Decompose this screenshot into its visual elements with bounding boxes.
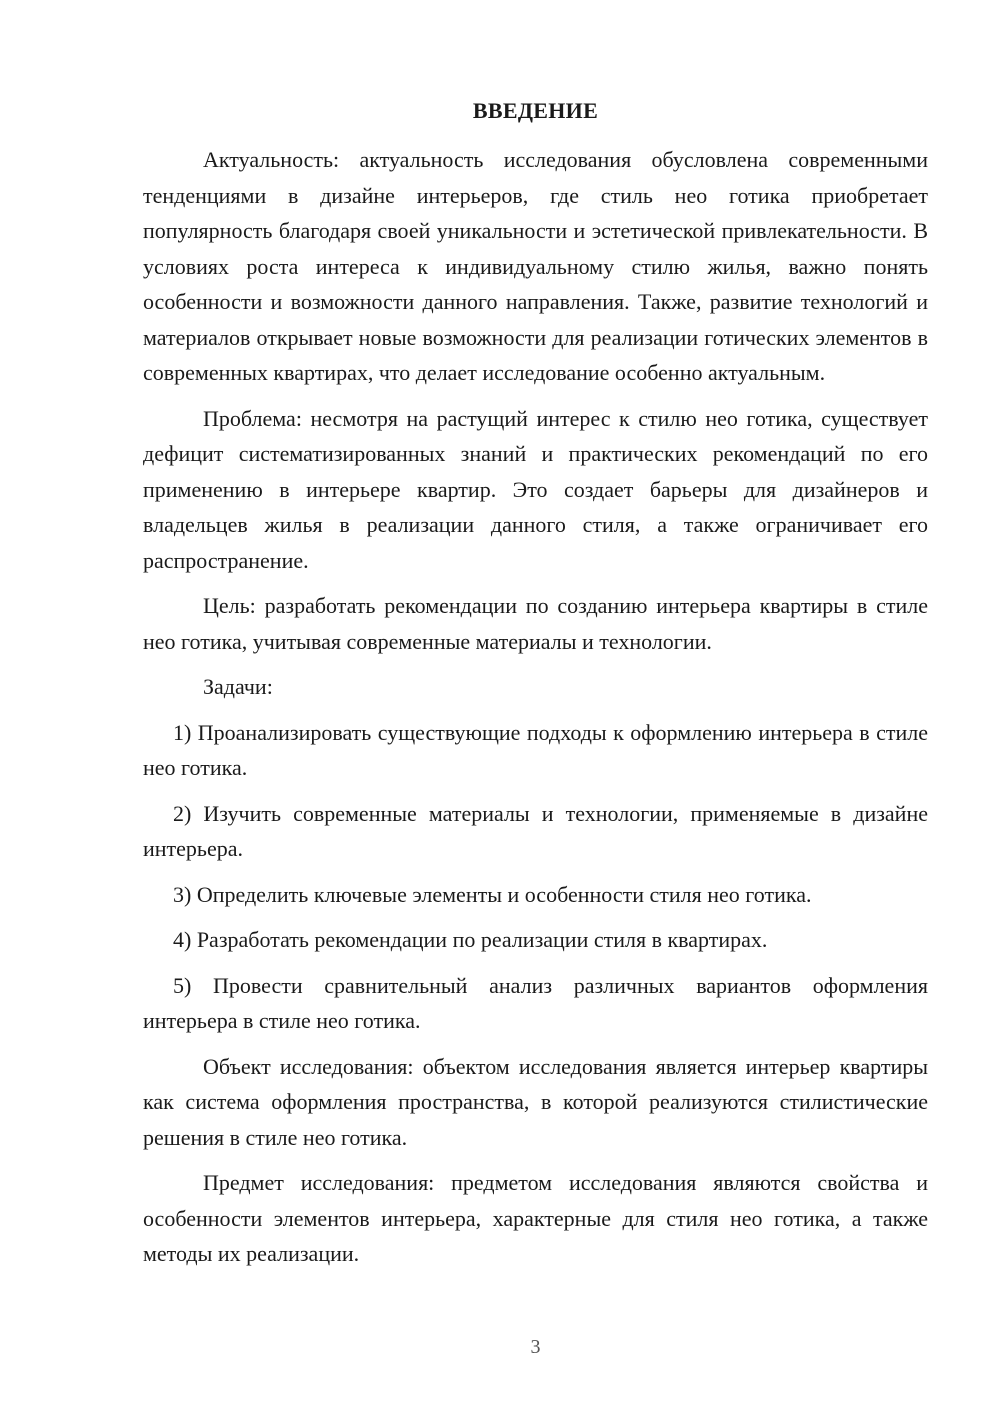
paragraph-subject: Предмет исследования: предметом исследования являются свойства и особенности элементов интерьера, характерные для стиля нео готика, а также методы их реализации. <box>143 1170 928 1266</box>
document-page <box>143 0 928 1414</box>
task-item-3: 3) Определить ключевые элементы и особенности стиля нео готика. <box>173 881 812 907</box>
task-item-5: 5) Провести сравнительный анализ различных вариантов оформления интерьера в стиле нео готика. <box>143 972 928 1033</box>
page-title: ВВЕДЕНИЕ <box>472 98 599 123</box>
paragraph-relevance: Актуальность: актуальность исследования обусловлена современными тенденциями в дизайне интерьеров, где стиль нео готика приобретает популярность благодаря своей уникальности и эстетической привлекательности. В условиях роста интереса к индивидуальному стилю жилья, важно понять особенности и возможности данного направления. Также, развитие технологий и материалов открывает новые возможности для реализации готических элементов в современных квартирах, что делает исследование особенно актуальным. <box>143 147 928 385</box>
paragraph-goal: Цель: разработать рекомендации по созданию интерьера квартиры в стиле нео готика, учитывая современные материалы и технологии. <box>143 593 928 654</box>
task-item-2: 2) Изучить современные материалы и технологии, применяемые в дизайне интерьера. <box>143 800 928 861</box>
task-item-1: 1) Проанализировать существующие подходы к оформлению интерьера в стиле нео готика. <box>143 719 928 780</box>
paragraph-problem: Проблема: несмотря на растущий интерес к стилю нео готика, существует дефицит систематизированных знаний и практических рекомендаций по его применению в интерьере квартир. Это создает барьеры для дизайнеров и владельцев жилья в реализации данного стиля, а также ограничивает его распространение. <box>143 405 928 573</box>
paragraph-object: Объект исследования: объектом исследования является интерьер квартиры как система оформления пространства, в которой реализуются стилистические решения в стиле нео готика. <box>143 1053 928 1150</box>
task-item-4: 4) Разработать рекомендации по реализации стиля в квартирах. <box>173 927 768 952</box>
tasks-label: Задачи: <box>203 674 273 699</box>
page-number: 3 <box>530 1336 541 1358</box>
document-body <box>143 142 928 1272</box>
